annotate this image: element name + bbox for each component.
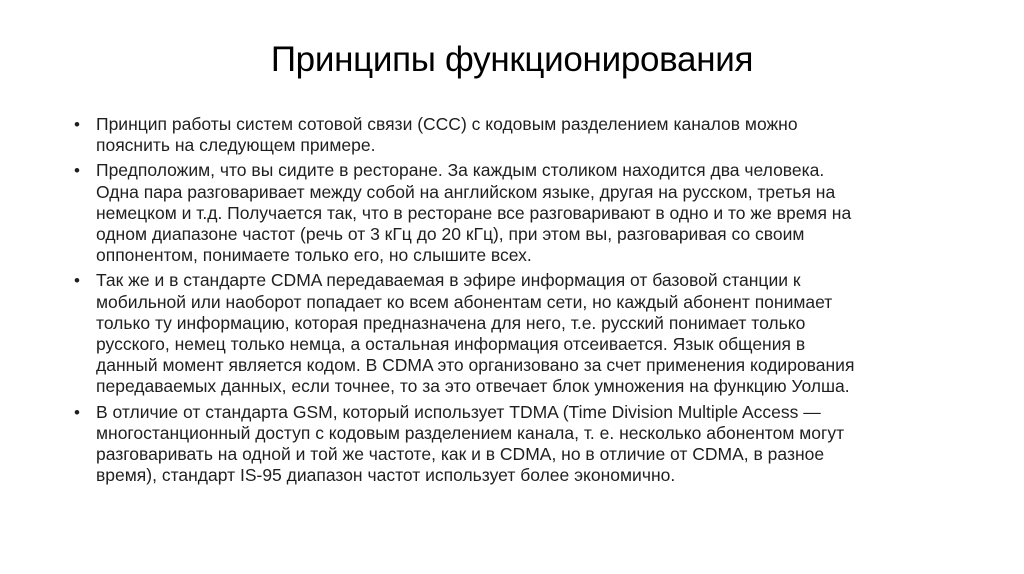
bullet-text: Предположим, что вы сидите в ресторане. За каждым столиком находится два человека. Одна пара разговаривает между собой на английском языке, другая на русском, третья на немецком и т.д. Получается так, что в ресторане все разговаривают в одно и то же время на одном диапазоне частот (речь от 3 кГц до 20 кГц), при этом вы, разговаривая со своим оппонентом, понимаете только его, но слышите всех.: [96, 160, 852, 266]
bullet-item: [72, 160, 942, 266]
bullet-item: [72, 270, 942, 397]
bullet-text: Принцип работы систем сотовой связи (ССС) с кодовым разделением каналов можно пояснить на следующем примере.: [96, 114, 798, 156]
bullet-marker: •: [74, 115, 80, 134]
bullet-marker: •: [74, 271, 80, 291]
bullet-text: Так же и в стандарте CDMA передаваемая в эфире информация от базовой станции к мобильной или наоборот попадает ко всем абонентам сети, но каждый абонент понимает только ту информацию, которая предназначена для него, т.е. русский понимает только русского, немец только немца, а остальная информация отсеивается. Язык общения в данный момент является кодом. В CDMA это организовано за счет применения кодирования передаваемых данных, если точнее, то за это отвечает блок умножения на функцию Уолша.: [96, 270, 855, 397]
bullet-list: [72, 114, 942, 490]
slide-title: Принципы функционирования: [270, 40, 754, 79]
bullet-item: [72, 114, 942, 156]
bullet-marker: •: [74, 161, 80, 181]
bullet-text: В отличие от стандарта GSM, который использует TDMA (Time Division Multiple Access — многостанционный доступ с кодовым разделением канала, т. е. несколько абонентом могут разговаривать на одной и той же частоте, как и в CDMA, но в отличие от CDMA, в разное время), стандарт IS-95 диапазон частот использует более экономично.: [96, 401, 845, 486]
bullet-item: [72, 402, 942, 487]
bullet-marker: •: [74, 402, 80, 422]
